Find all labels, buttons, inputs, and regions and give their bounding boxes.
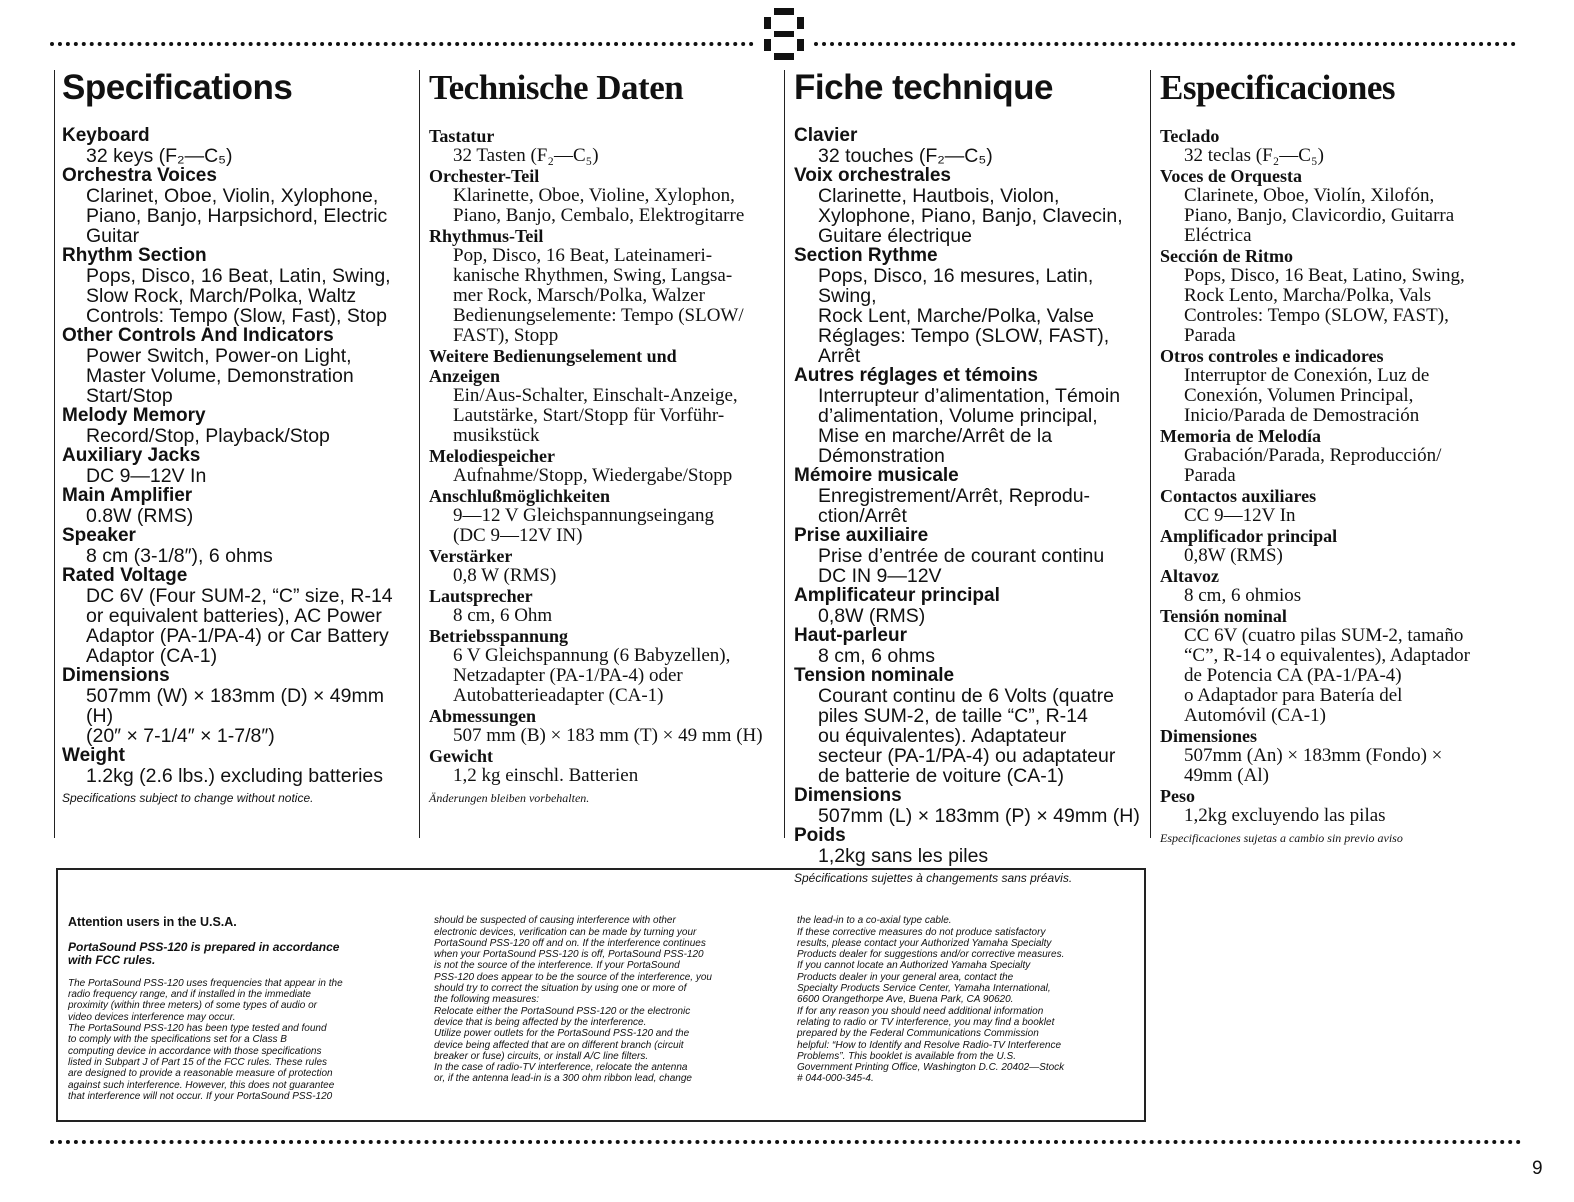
spec-item bbox=[1160, 426, 1512, 486]
spec-label: Weight bbox=[62, 745, 125, 766]
spec-value: CC 6V (cuatro pilas SUM-2, tamaño “C”, R-14 o equivalentes), Adaptador de Potencia CA (PA-1/PA-4) o Adaptador para Batería del Automóvil (CA-1) bbox=[1184, 625, 1470, 726]
column-title: Fiche technique bbox=[794, 68, 1053, 107]
spec-value: DC 6V (Four SUM-2, “C” size, R-14 or equivalent batteries), AC Power Adaptor (PA-1/PA-4) or Car Battery Adaptor (CA-1) bbox=[86, 585, 393, 667]
spec-item bbox=[794, 246, 1146, 366]
spec-value: DC 9—12V In bbox=[86, 465, 207, 487]
spec-list bbox=[1160, 126, 1512, 826]
spec-label: Clavier bbox=[794, 125, 858, 146]
spec-item bbox=[794, 786, 1146, 826]
spec-label: Dimensions bbox=[794, 785, 902, 806]
spec-value: Clarinet, Oboe, Violin, Xylophone, Piano, Banjo, Harpsichord, Electric Guitar bbox=[86, 185, 388, 247]
spec-item bbox=[429, 586, 781, 626]
spec-label: Melodiespeicher bbox=[429, 446, 555, 466]
footnote: Especificaciones sujetas a cambio sin previo aviso bbox=[1160, 831, 1403, 845]
spec-list bbox=[794, 126, 1146, 866]
page-number: 9 bbox=[1532, 1158, 1543, 1179]
specifications-column-english bbox=[62, 68, 414, 805]
spec-label: Autres réglages et témoins bbox=[794, 365, 1038, 386]
spec-value: 1,2 kg einschl. Batterien bbox=[453, 765, 639, 786]
spec-item bbox=[62, 326, 414, 406]
spec-value: 0.8W (RMS) bbox=[86, 505, 194, 527]
spec-item bbox=[1160, 246, 1512, 346]
spec-value: 6 V Gleichspannung (6 Babyzellen), Netzadapter (PA-1/PA-4) oder Autobatterieadapter (CA-1) bbox=[453, 645, 731, 706]
column-title: Technische Daten bbox=[429, 68, 684, 107]
spec-value: Clarinete, Oboe, Violín, Xilofón, Piano, Banjo, Clavicordio, Guitarra Eléctrica bbox=[1184, 185, 1455, 246]
spec-label: Tastatur bbox=[429, 126, 495, 146]
spec-label: Dimensions bbox=[62, 665, 170, 686]
spec-label: Other Controls And Indicators bbox=[62, 325, 334, 346]
spec-item bbox=[429, 626, 781, 706]
spec-value: 8 cm, 6 ohmios bbox=[1184, 585, 1302, 606]
spec-label: Betriebsspannung bbox=[429, 626, 569, 646]
spec-label: Rated Voltage bbox=[62, 565, 188, 586]
column-divider bbox=[1150, 70, 1151, 838]
spec-item bbox=[794, 366, 1146, 466]
spec-item bbox=[1160, 566, 1512, 606]
spec-label: Anschlußmöglichkeiten bbox=[429, 486, 611, 506]
spec-label: Prise auxiliaire bbox=[794, 525, 929, 546]
spec-label: Peso bbox=[1160, 786, 1195, 806]
spec-label: Auxiliary Jacks bbox=[62, 445, 201, 466]
spec-item bbox=[429, 706, 781, 746]
specifications-column-french bbox=[794, 68, 1146, 885]
spec-item bbox=[794, 526, 1146, 586]
spec-item bbox=[62, 486, 414, 526]
spec-item bbox=[794, 466, 1146, 526]
spec-label: Gewicht bbox=[429, 746, 493, 766]
spec-value: Power Switch, Power-on Light, Master Volume, Demonstration Start/Stop bbox=[86, 345, 354, 407]
spec-value: 0,8 W (RMS) bbox=[453, 565, 557, 586]
spec-value: CC 9—12V In bbox=[1184, 505, 1296, 526]
spec-item bbox=[1160, 526, 1512, 566]
spec-label: Memoria de Melodía bbox=[1160, 426, 1321, 446]
spec-label: Altavoz bbox=[1160, 566, 1219, 586]
spec-list bbox=[62, 126, 414, 786]
spec-item bbox=[429, 746, 781, 786]
spec-item bbox=[794, 626, 1146, 666]
spec-item bbox=[62, 526, 414, 566]
spec-item bbox=[429, 126, 781, 166]
spec-item bbox=[794, 666, 1146, 786]
spec-label: Speaker bbox=[62, 525, 136, 546]
spec-label: Rhythm Section bbox=[62, 245, 207, 266]
section-digit-icon bbox=[760, 6, 808, 62]
spec-value: 0,8W (RMS) bbox=[818, 605, 926, 627]
spec-label: Orchestra Voices bbox=[62, 165, 217, 186]
fcc-heading: Attention users in the U.S.A. bbox=[68, 915, 237, 930]
specifications-column-spanish bbox=[1160, 68, 1512, 846]
spec-label: Abmessungen bbox=[429, 706, 537, 726]
spec-label: Section Rythme bbox=[794, 245, 938, 266]
spec-value: 9—12 V Gleichspannungseingang (DC 9—12V IN) bbox=[453, 505, 715, 546]
spec-label: Amplificateur principal bbox=[794, 585, 1000, 606]
spec-item bbox=[62, 166, 414, 246]
specifications-column-german bbox=[429, 68, 781, 806]
spec-label: Amplificador principal bbox=[1160, 526, 1338, 546]
spec-item bbox=[1160, 166, 1512, 246]
spec-value: Klarinette, Oboe, Violine, Xylophon, Piano, Banjo, Cembalo, Elektrogitarre bbox=[453, 185, 745, 226]
spec-item bbox=[62, 566, 414, 666]
spec-label: Dimensiones bbox=[1160, 726, 1258, 746]
column-divider bbox=[419, 70, 420, 838]
spec-value: Clarinette, Hautbois, Violon, Xylophone, Piano, Banjo, Clavecin, Guitare électrique bbox=[818, 185, 1123, 247]
spec-label: Main Amplifier bbox=[62, 485, 193, 506]
spec-value: Pops, Disco, 16 mesures, Latin, Swing, Rock Lent, Marche/Polka, Valse Réglages: Tempo (SLOW, FAST), Arrêt bbox=[818, 265, 1110, 367]
spec-item bbox=[1160, 126, 1512, 166]
spec-value: 1.2kg (2.6 lbs.) excluding batteries bbox=[86, 765, 383, 787]
footnote: Änderungen bleiben vorbehalten. bbox=[429, 791, 590, 805]
spec-value: 0,8W (RMS) bbox=[1184, 545, 1283, 566]
spec-value: Ein/Aus-Schalter, Einschalt-Anzeige, Lautstärke, Start/Stopp für Vorführ- musikstück bbox=[453, 385, 738, 446]
spec-item bbox=[1160, 726, 1512, 786]
spec-value: 1,2kg excluyendo las pilas bbox=[1184, 805, 1386, 826]
spec-label: Verstärker bbox=[429, 546, 513, 566]
spec-label: Otros controles e indicadores bbox=[1160, 346, 1384, 366]
spec-value: Interruptor de Conexión, Luz de Conexión, Volumen Principal, Inicio/Parada de Demostración bbox=[1184, 365, 1430, 426]
spec-value: 1,2kg sans les piles bbox=[818, 845, 989, 867]
spec-value: Grabación/Parada, Reproducción/ Parada bbox=[1184, 445, 1442, 486]
spec-item bbox=[1160, 606, 1512, 726]
spec-value: Courant continu de 6 Volts (quatre piles SUM-2, de taille “C”, R-14 ou équivalentes). Adaptateur secteur (PA-1/PA-4) ou adaptateur de batterie de voiture (CA-1) bbox=[818, 685, 1116, 787]
spec-item bbox=[429, 346, 781, 446]
spec-label: Mémoire musicale bbox=[794, 465, 959, 486]
spec-label: Tension nominale bbox=[794, 665, 955, 686]
fcc-column-3 bbox=[797, 904, 1137, 1096]
footnote: Spécifications sujettes à changements sans préavis. bbox=[794, 871, 1073, 885]
spec-item bbox=[429, 166, 781, 226]
spec-label: Melody Memory bbox=[62, 405, 206, 426]
spec-label: Poids bbox=[794, 825, 846, 846]
spec-label: Contactos auxiliares bbox=[1160, 486, 1317, 506]
spec-label: Rhythmus-Teil bbox=[429, 226, 544, 246]
spec-value: Prise d’entrée de courant continu DC IN 9—12V bbox=[818, 545, 1105, 587]
fcc-text-1: The PortaSound PSS-120 uses frequencies that appear in the radio frequency range, and if installed in the immediate proximity (within three meters) of some types of audio or video devices interference may occur. The PortaSound PSS-120 has been type tested and found to comply with the specifications set for a Class B computing device in accordance with those specifications listed in Subpart J of Part 15 of the FCC rules. These rules are designed to provide a reasonable measure of protection against such interference. However, this does not guarantee that interference will not occur. If your PortaSound PSS-120 bbox=[68, 977, 343, 1102]
fcc-column-1 bbox=[68, 904, 408, 1113]
spec-label: Voces de Orquesta bbox=[1160, 166, 1303, 186]
spec-item bbox=[1160, 786, 1512, 826]
fcc-column-2 bbox=[434, 904, 779, 1096]
spec-label: Haut-parleur bbox=[794, 625, 907, 646]
spec-item bbox=[429, 486, 781, 546]
fcc-text-3: the lead-in to a co-axial type cable. If these corrective measures do not produce satisfactory results, please contact your Authorized Yamaha Specialty Products dealer for suggestions and/or corrective measures. If you cannot locate an Authorized Yamaha Specialty Products dealer in your general area, contact the Specialty Products Service Center, Yamaha International, 6600 Orangethorpe Ave, Buena Park, CA 90620. If for any reason you should need additional information relating to radio or TV interference, you may find a booklet prepared by the Federal Communications Commission helpful: “How to Identify and Resolve Radio-TV Interference Problems”. This booklet is available from the U.S. Government Printing Office, Washington D.C. 20402—Stock # 044-000-345-4. bbox=[797, 915, 1065, 1085]
spec-label: Lautsprecher bbox=[429, 586, 533, 606]
spec-item bbox=[62, 246, 414, 326]
top-dotted-rule-left bbox=[50, 42, 754, 46]
fcc-text-2: should be suspected of causing interference with other electronic devices, verification can be made by turning your PortaSound PSS-120 off and on. If the interference continues when your PortaSound PSS-120 is off, PortaSound PSS-120 is not the source of the interference. If your PortaSound PSS-120 does appear to be the source of the interference, you should try to correct the situation by using one or more of the following measures: Relocate either the PortaSound PSS-120 or the electronic device that is being affected by the interference. Utilize power outlets for the PortaSound PSS-120 and the device being affected that are on different branch (circuit breaker or fuse) circuits, or install A/C line filters. In the case of radio-TV interference, relocate the antenna or, if the antenna lead-in is a 300 ohm ribbon lead, change bbox=[434, 915, 712, 1085]
spec-label: Keyboard bbox=[62, 125, 150, 146]
spec-value: 507mm (L) × 183mm (P) × 49mm (H) bbox=[818, 805, 1140, 827]
spec-value: Aufnahme/Stopp, Wiedergabe/Stopp bbox=[453, 465, 733, 486]
spec-item bbox=[62, 126, 414, 166]
column-divider bbox=[54, 70, 55, 838]
spec-value: 507 mm (B) × 183 mm (T) × 49 mm (H) bbox=[453, 725, 763, 746]
spec-value: Enregistrement/Arrêt, Reprodu- ction/Arrêt bbox=[818, 485, 1091, 527]
spec-label: Sección de Ritmo bbox=[1160, 246, 1293, 266]
spec-item bbox=[794, 586, 1146, 626]
column-title: Especificaciones bbox=[1160, 68, 1396, 107]
spec-label: Voix orchestrales bbox=[794, 165, 952, 186]
spec-label: Teclado bbox=[1160, 126, 1220, 146]
spec-item bbox=[429, 546, 781, 586]
spec-item bbox=[1160, 346, 1512, 426]
spec-item bbox=[429, 226, 781, 346]
top-dotted-rule-right bbox=[814, 42, 1516, 46]
spec-label: Tensión nominal bbox=[1160, 606, 1287, 626]
spec-item bbox=[794, 826, 1146, 866]
spec-item bbox=[62, 746, 414, 786]
column-title: Specifications bbox=[62, 68, 293, 107]
spec-item bbox=[62, 666, 414, 746]
spec-value: Interrupteur d’alimentation, Témoin d’alimentation, Volume principal, Mise en marche/Arrêt de la Démonstration bbox=[818, 385, 1121, 467]
fcc-subheading: PortaSound PSS-120 is prepared in accordance with FCC rules. bbox=[68, 939, 340, 967]
spec-item bbox=[429, 446, 781, 486]
spec-value: Record/Stop, Playback/Stop bbox=[86, 425, 330, 447]
bottom-dotted-rule bbox=[50, 1140, 1522, 1144]
column-divider bbox=[784, 70, 785, 838]
spec-item bbox=[62, 406, 414, 446]
spec-item bbox=[62, 446, 414, 486]
spec-value: 8 cm (3-1/8″), 6 ohms bbox=[86, 545, 273, 567]
spec-item bbox=[1160, 486, 1512, 526]
spec-value: 8 cm, 6 Ohm bbox=[453, 605, 553, 626]
spec-value: Pops, Disco, 16 Beat, Latin, Swing, Slow Rock, March/Polka, Waltz Controls: Tempo (Slow, Fast), Stop bbox=[86, 265, 391, 327]
spec-label: Orchester-Teil bbox=[429, 166, 540, 186]
spec-value: Pop, Disco, 16 Beat, Lateinameri- kanische Rhythmen, Swing, Langsa- mer Rock, Marsch/Polka, Walzer Bedienungselemente: Tempo (SLOW/ FAST), Stopp bbox=[453, 245, 744, 346]
fcc-notice-box bbox=[56, 868, 1146, 1122]
spec-value: 32 teclas (F₂—C₅) bbox=[1184, 145, 1324, 166]
spec-value: 32 Tasten (F₂—C₅) bbox=[453, 145, 599, 166]
footnote: Specifications subject to change without notice. bbox=[62, 791, 314, 805]
spec-value: 32 keys (F₂—C₅) bbox=[86, 145, 233, 167]
spec-item bbox=[794, 126, 1146, 166]
spec-value: 8 cm, 6 ohms bbox=[818, 645, 936, 667]
spec-value: Pops, Disco, 16 Beat, Latino, Swing, Rock Lento, Marcha/Polka, Vals Controles: Tempo (SLOW, FAST), Parada bbox=[1184, 265, 1465, 346]
spec-value: 32 touches (F₂—C₅) bbox=[818, 145, 993, 167]
spec-list bbox=[429, 126, 781, 786]
spec-label: Weitere Bedienungselement und Anzeigen bbox=[429, 346, 677, 386]
spec-item bbox=[794, 166, 1146, 246]
spec-value: 507mm (W) × 183mm (D) × 49mm (H) (20″ × 7-1/4″ × 1-7/8″) bbox=[86, 685, 384, 747]
spec-value: 507mm (An) × 183mm (Fondo) × 49mm (Al) bbox=[1184, 745, 1443, 786]
